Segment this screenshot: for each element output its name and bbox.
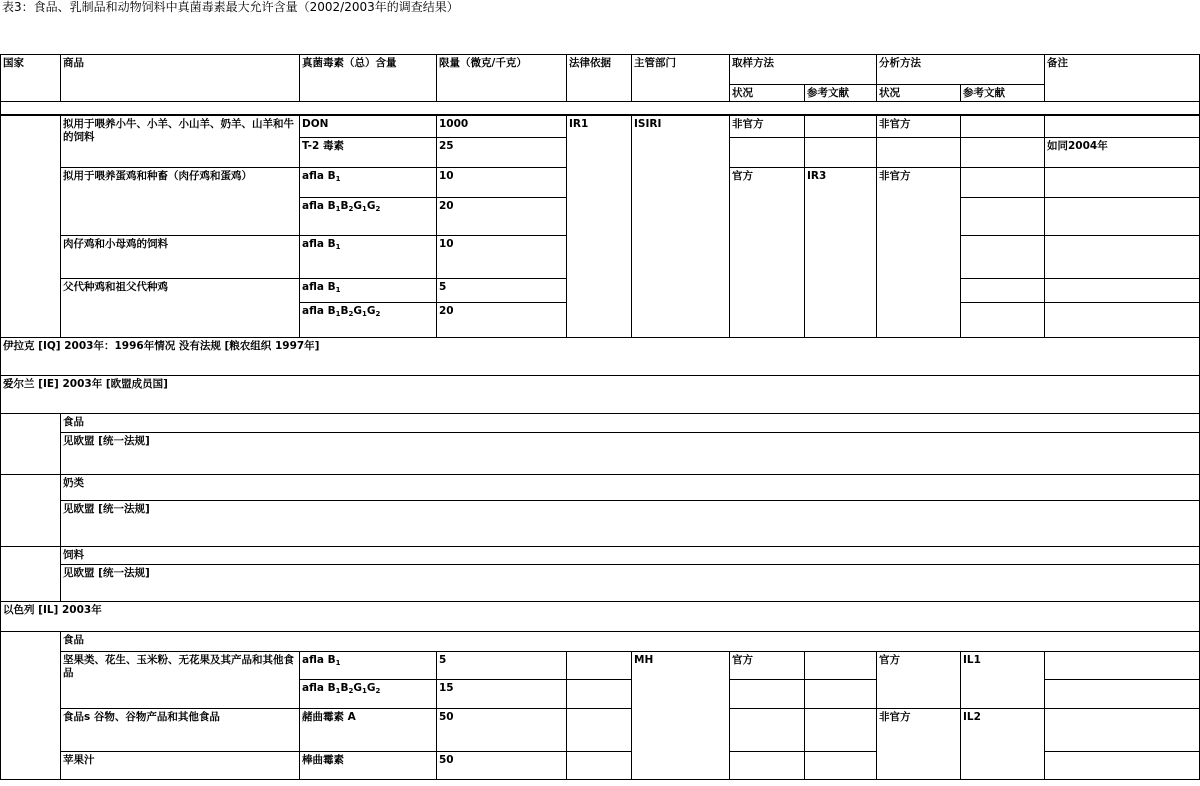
mycotoxin-cell: afla $B_1B_2G_1G_2$ (300, 680, 437, 709)
analysis-ref-cell (961, 236, 1045, 279)
header-legal-basis: 法律依据 (567, 55, 632, 102)
sampling-status-cell: 官方 (730, 168, 805, 338)
sampling-ref-cell (805, 680, 877, 709)
remarks-cell (1045, 236, 1200, 279)
analysis-status-cell: 官方 (877, 652, 961, 709)
country-heading: 以色列 [IL] 2003年 (1, 602, 1200, 632)
sampling-status-cell (730, 709, 805, 752)
mycotoxin-cell: 棒曲霉素 (300, 752, 437, 780)
limit-cell: 5 (437, 279, 567, 303)
table-row (1, 414, 1200, 433)
mycotoxin-cell: afla $B_1$ (300, 279, 437, 303)
remarks-cell (1045, 652, 1200, 680)
remarks-cell (1045, 680, 1200, 709)
remarks-cell (1045, 279, 1200, 303)
legal-basis-cell (567, 752, 632, 780)
commodity-cell: 拟用于喂养小牛、小羊、小山羊、奶羊、山羊和牛的饲料 (61, 115, 300, 168)
remarks-cell (1045, 168, 1200, 198)
sampling-ref-cell (805, 652, 877, 680)
country-row-iraq (1, 338, 1200, 376)
limit-cell: 20 (437, 303, 567, 338)
table-row (1, 115, 1200, 138)
group-label: 奶类 (61, 475, 1200, 501)
header-mycotoxin: 真菌毒素（总）含量 (300, 55, 437, 102)
header-sampling-status: 状况 (730, 85, 805, 102)
commodity-cell: 苹果汁 (61, 752, 300, 780)
analysis-status-cell: 非官方 (877, 115, 961, 138)
sampling-ref-cell (805, 138, 877, 168)
group-note: 见欧盟 [统一法规] (61, 501, 1200, 547)
analysis-ref-cell: IL2 (961, 709, 1045, 780)
spacer-row (1, 102, 1200, 115)
limit-cell: 50 (437, 752, 567, 780)
sampling-ref-cell (805, 115, 877, 138)
mycotoxin-cell: DON (300, 115, 437, 138)
remarks-cell (1045, 752, 1200, 780)
table-caption: 表3：食品、乳制品和动物饲料中真菌毒素最大允许含量（2002/2003年的调查结果） (2, 0, 459, 14)
commodity-cell: 食品s 谷物、谷物产品和其他食品 (61, 709, 300, 752)
country-cell (1, 547, 61, 602)
mycotoxin-cell: 赭曲霉素 A (300, 709, 437, 752)
group-label: 饲料 (61, 547, 1200, 565)
remarks-cell (1045, 303, 1200, 338)
commodity-cell: 坚果类、花生、玉米粉、无花果及其产品和其他食品 (61, 652, 300, 709)
sampling-status-cell (730, 138, 805, 168)
country-cell (1, 632, 61, 780)
mycotoxin-cell: afla $B_1B_2G_1G_2$ (300, 198, 437, 236)
analysis-status-cell: 非官方 (877, 168, 961, 338)
limit-cell: 20 (437, 198, 567, 236)
mycotoxin-limits-table (0, 54, 1200, 780)
sampling-ref-cell (805, 752, 877, 780)
country-cell (1, 414, 61, 475)
sampling-ref-cell: IR3 (805, 168, 877, 338)
table-row (1, 547, 1200, 565)
commodity-cell: 父代种鸡和祖父代种鸡 (61, 279, 300, 338)
limit-cell: 15 (437, 680, 567, 709)
mycotoxin-cell: afla $B_1$ (300, 236, 437, 279)
mycotoxin-cell: afla $B_1B_2G_1G_2$ (300, 303, 437, 338)
sampling-status-cell (730, 752, 805, 780)
authority-cell: MH (632, 652, 730, 780)
mycotoxin-cell: T-2 毒素 (300, 138, 437, 168)
table-row (1, 433, 1200, 475)
country-cell (1, 475, 61, 547)
sampling-status-cell: 非官方 (730, 115, 805, 138)
legal-basis-cell (567, 709, 632, 752)
country-cell (1, 115, 61, 338)
analysis-ref-cell (961, 303, 1045, 338)
table-row (1, 652, 1200, 680)
limit-cell: 10 (437, 168, 567, 198)
header-analysis-reference: 参考文献 (961, 85, 1045, 102)
header-analysis-status: 状况 (877, 85, 961, 102)
remarks-cell (1045, 198, 1200, 236)
legal-basis-cell: IR1 (567, 115, 632, 338)
remarks-cell (1045, 115, 1200, 138)
table-row (1, 632, 1200, 652)
sampling-status-cell (730, 680, 805, 709)
country-heading: 爱尔兰 [IE] 2003年 [欧盟成员国] (1, 376, 1200, 414)
country-row-ireland (1, 376, 1200, 414)
legal-basis-cell (567, 652, 632, 680)
group-note: 见欧盟 [统一法规] (61, 433, 1200, 475)
limit-cell: 10 (437, 236, 567, 279)
commodity-cell: 拟用于喂养蛋鸡和种畜（肉仔鸡和蛋鸡） (61, 168, 300, 236)
group-note: 见欧盟 [统一法规] (61, 565, 1200, 602)
mycotoxin-cell: afla $B_1$ (300, 168, 437, 198)
analysis-ref-cell (961, 279, 1045, 303)
authority-cell: ISIRI (632, 115, 730, 338)
limit-cell: 25 (437, 138, 567, 168)
header-country: 国家 (1, 55, 61, 102)
header-remarks: 备注 (1045, 55, 1200, 102)
sampling-status-cell: 官方 (730, 652, 805, 680)
limit-cell: 50 (437, 709, 567, 752)
remarks-cell (1045, 709, 1200, 752)
mycotoxin-cell: afla $B_1$ (300, 652, 437, 680)
limit-cell: 1000 (437, 115, 567, 138)
group-label: 食品 (61, 632, 1200, 652)
legal-basis-cell (567, 680, 632, 709)
header-limit: 限量（微克/千克） (437, 55, 567, 102)
analysis-ref-cell: IL1 (961, 652, 1045, 709)
header-sampling: 取样方法 (730, 55, 877, 85)
remarks-cell: 如同2004年 (1045, 138, 1200, 168)
sampling-ref-cell (805, 709, 877, 752)
analysis-status-cell: 非官方 (877, 709, 961, 780)
analysis-ref-cell (961, 198, 1045, 236)
table-row (1, 565, 1200, 602)
analysis-status-cell (877, 138, 961, 168)
analysis-ref-cell (961, 138, 1045, 168)
country-heading: 伊拉克 [IQ] 2003年：1996年情况 没有法规 [粮农组织 1997年] (1, 338, 1200, 376)
header-authority: 主管部门 (632, 55, 730, 102)
header-analysis: 分析方法 (877, 55, 1045, 85)
header-sampling-reference: 参考文献 (805, 85, 877, 102)
limit-cell: 5 (437, 652, 567, 680)
commodity-cell: 肉仔鸡和小母鸡的饲料 (61, 236, 300, 279)
group-label: 食品 (61, 414, 1200, 433)
analysis-ref-cell (961, 115, 1045, 138)
table-row (1, 501, 1200, 547)
table-row (1, 709, 1200, 752)
analysis-ref-cell (961, 168, 1045, 198)
table-row (1, 475, 1200, 501)
country-row-israel (1, 602, 1200, 632)
header-commodity: 商品 (61, 55, 300, 102)
